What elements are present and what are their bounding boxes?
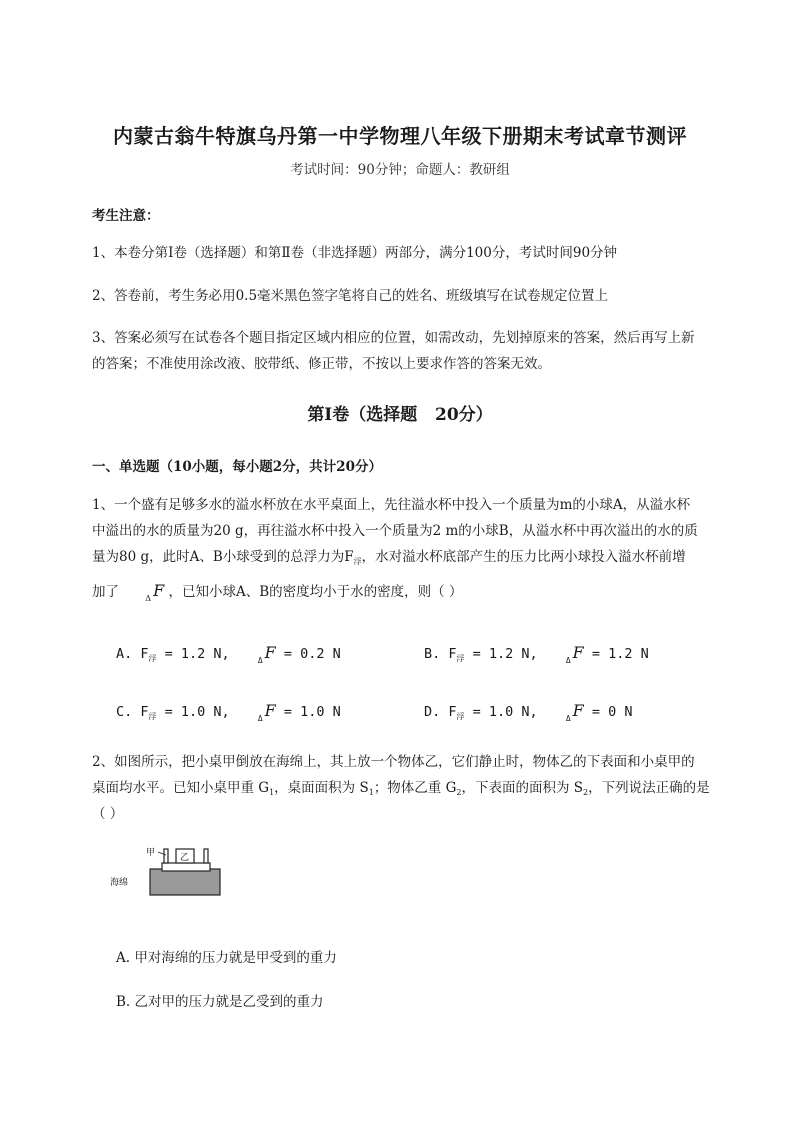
q1-option-b[interactable]: [424, 643, 649, 665]
sponge-table-figure: [108, 843, 228, 903]
option-sub: 浮: [456, 654, 465, 663]
q1-line-2: 中溢出的水的质量为20 g，再往溢水杯中投入一个质量为2 m的小球B，从溢水杯中再次溢出的水的质: [92, 523, 698, 539]
label-yi: 乙: [180, 853, 190, 863]
table-top: [162, 863, 210, 871]
q2-text: ，桌面面积为 S: [274, 780, 369, 796]
q1-line-3-text-a: 量为80 g，此时A、B小球受到的总浮力为F: [92, 549, 354, 565]
option-f-value: = 1.0 N,: [156, 704, 230, 720]
table-leg-left: [164, 849, 168, 863]
q2-option-a[interactable]: A. 甲对海绵的压力就是甲受到的重力: [116, 950, 337, 966]
q2-text: ；物体乙重 G: [373, 780, 457, 796]
notice-heading: 考生注意：: [92, 208, 160, 224]
option-label: B. F: [424, 646, 457, 662]
page-title: 内蒙古翁牛特旗乌丹第一中学物理八年级下册期末考试章节测评: [113, 124, 687, 148]
option-delta-value: = 0 N: [583, 704, 633, 720]
option-f-value: = 1.0 N,: [464, 704, 538, 720]
q1-line-3-sub: 浮: [353, 557, 362, 566]
option-label: A. F: [116, 646, 149, 662]
notice-item-3-line-2: 的答案；不准使用涂改液、胶带纸、修正带，不按以上要求作答的答案无效。: [92, 356, 551, 372]
q1-line-3-text-b: ，水对溢水杯底部产生的压力比两小球投入溢水杯前增: [361, 549, 686, 565]
table-leg-right: [204, 849, 208, 863]
notice-item-2: 2、答卷前，考生务必用0.5毫米黑色签字笔将自己的姓名、班级填写在试卷规定位置上: [92, 288, 609, 304]
option-f-value: = 1.2 N,: [464, 646, 538, 662]
delta-symbol: Δ: [257, 714, 263, 723]
option-label: C. F: [116, 704, 149, 720]
q1-option-d[interactable]: [424, 701, 633, 723]
q2-option-b[interactable]: B. 乙对甲的压力就是乙受到的重力: [116, 994, 324, 1010]
q2-line-1: 2、如图所示，把小桌甲倒放在海绵上，其上放一个物体乙，它们静止时，物体乙的下表面和小桌甲的: [92, 754, 695, 770]
delta-symbol: Δ: [565, 714, 571, 723]
notice-item-3-line-1: 3、答案必须写在试卷各个题目指定区域内相应的位置，如需改动，先划掉原来的答案，然后再写上新: [92, 330, 695, 346]
q2-sub: 2: [583, 788, 589, 797]
option-sub: 浮: [148, 654, 157, 663]
delta-symbol: Δ: [257, 656, 263, 665]
delta-symbol: Δ: [145, 594, 152, 603]
q2-text: ，下列说法正确的是: [588, 780, 710, 796]
q1-line-4: [92, 580, 462, 603]
q1-option-a[interactable]: [116, 643, 341, 665]
q2-text: ，下表面的面积为 S: [461, 780, 584, 796]
q1-line-1: 1、一个盛有足够多水的溢水杯放在水平桌面上，先往溢水杯中投入一个质量为m的小球A，从溢水杯: [92, 497, 691, 513]
option-f-value: = 1.2 N,: [156, 646, 230, 662]
option-sub: 浮: [148, 712, 157, 721]
q2-sub: 1: [368, 788, 374, 797]
option-delta-value: = 1.2 N: [583, 646, 649, 662]
q2-sub: 2: [456, 788, 462, 797]
label-sponge: 海绵: [110, 878, 129, 888]
q1-option-c[interactable]: [116, 701, 341, 723]
q1-line-4-text-b: ，已知小球A、B的密度均小于水的密度，则（ ）: [168, 584, 463, 600]
option-delta-value: = 1.0 N: [275, 704, 341, 720]
delta-symbol: Δ: [565, 656, 571, 665]
section-title: 第I卷（选择题 20分）: [307, 405, 493, 425]
q2-line-3: （ ）: [92, 806, 124, 822]
force-symbol: F: [264, 643, 276, 662]
q1-line-3: [92, 545, 686, 567]
q2-sub: 1: [269, 788, 275, 797]
option-sub: 浮: [456, 712, 465, 721]
force-symbol: F: [153, 581, 165, 600]
q2-line-2: [92, 776, 710, 797]
notice-item-1: 1、本卷分第I卷（选择题）和第Ⅱ卷（非选择题）两部分，满分100分，考试时间90分钟: [92, 245, 618, 261]
part-heading: 一、单选题（10小题，每小题2分，共计20分）: [92, 459, 382, 475]
force-symbol: F: [572, 701, 584, 720]
option-delta-value: = 0.2 N: [275, 646, 341, 662]
force-symbol: F: [264, 701, 276, 720]
sponge-block: [150, 869, 220, 895]
q1-line-4-text-a: 加了: [92, 584, 119, 600]
page-subtitle: 考试时间：90分钟；命题人：教研组: [290, 162, 510, 178]
label-jia: 甲: [146, 848, 156, 858]
force-symbol: F: [572, 643, 584, 662]
option-label: D. F: [424, 704, 457, 720]
q2-text: 桌面均水平。已知小桌甲重 G: [92, 780, 270, 796]
